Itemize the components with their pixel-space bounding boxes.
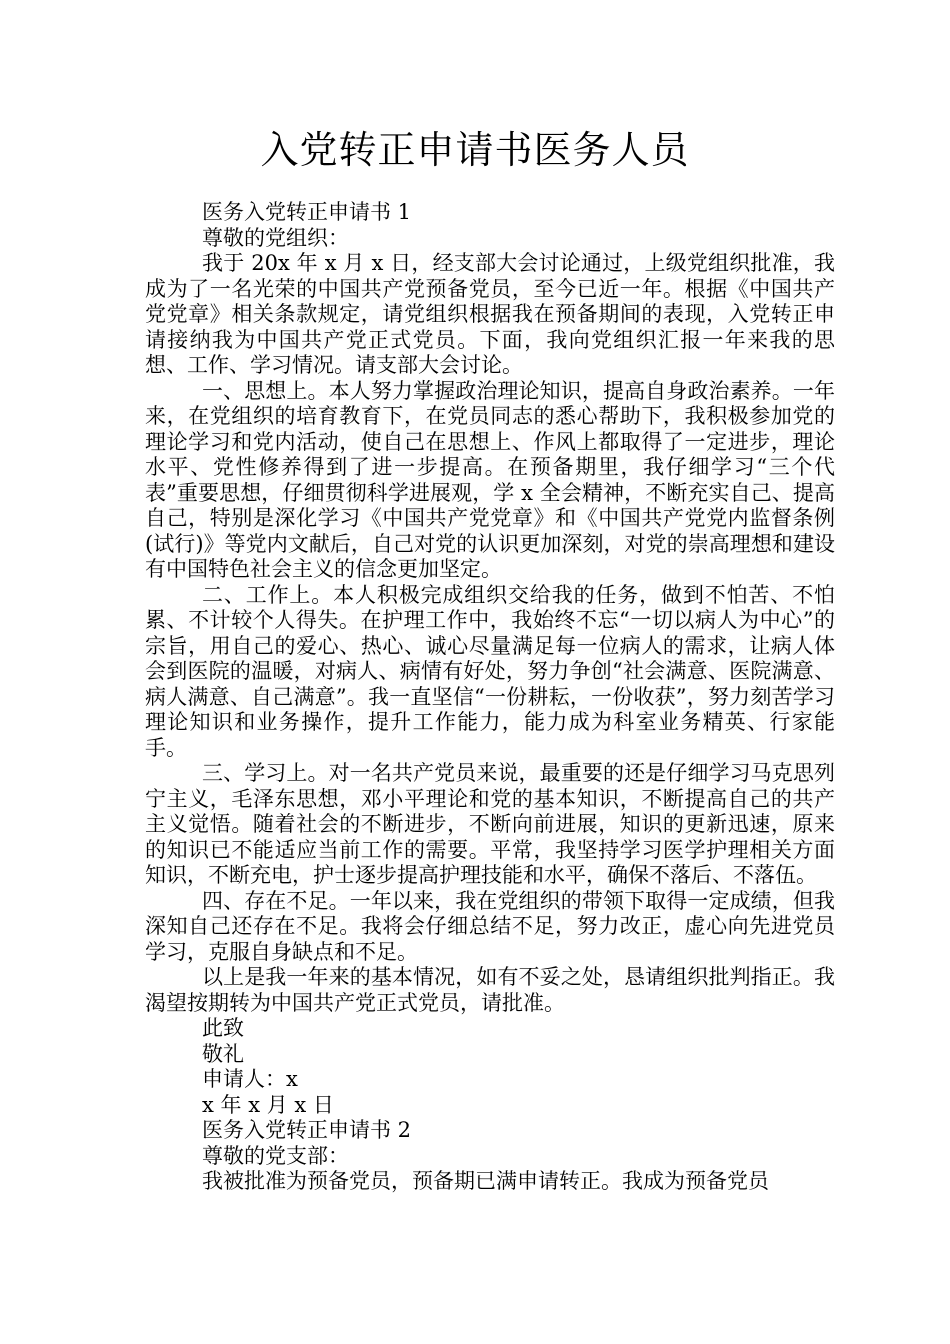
body-paragraph: 三、学习上。对一名共产党员来说，最重要的还是仔细学习马克思列宁主义，毛泽东思想，邓小平理论和党的基本知识，不断提高自己的共产主义觉悟。随着社会的不断进步，不断向前进展，知识的更新迅速，原来的知识已不能适应当前工作的需要。平常，我坚持学习医学护理相关方面知识，不断充电，护士逐步提高护理技能和水平，确保不落后、不落伍。 — [145, 761, 835, 887]
body-paragraph: 四、存在不足。一年以来，我在党组织的带领下取得一定成绩，但我深知自己还存在不足。我将会仔细总结不足，努力改正，虚心向先进党员学习，克服自身缺点和不足。 — [145, 888, 835, 964]
body-line: 医务入党转正申请书 1 — [202, 200, 412, 224]
body-paragraph: 我被批准为预备党员，预备期已满申请转正。我成为预备党员 — [202, 1169, 769, 1193]
body-line: 医务入党转正申请书 2 — [202, 1118, 412, 1142]
document-title: 入党转正申请书医务人员 — [260, 128, 690, 172]
body-paragraph: 二、工作上。本人积极完成组织交给我的任务，做到不怕苦、不怕累、不计较个人得失。在护理工作中，我始终不忘“一切以病人为中心”的宗旨，用自己的爱心、热心、诚心尽量满足每一位病人的需求，让病人体会到医院的温暖，对病人、病情有好处，努力争创“社会满意、医院满意、病人满意、自己满意”。我一直坚信“一份耕耘，一份收获”，努力刻苦学习理论知识和业务操作，提升工作能力，能力成为科室业务精英、行家能手。 — [145, 582, 835, 760]
body-paragraph: 以上是我一年来的基本情况，如有不妥之处，恳请组织批判指正。我渴望按期转为中国共产党正式党员，请批准。 — [145, 965, 835, 1015]
body-line: 尊敬的党组织： — [202, 225, 349, 250]
body-line: 此致 — [202, 1016, 244, 1040]
body-line: x 年 x 月 x 日 — [202, 1092, 334, 1117]
document-body — [145, 200, 835, 1195]
body-line: 敬礼 — [202, 1041, 244, 1066]
body-paragraph: 我于 20x 年 x 月 x 日，经支部大会讨论通过，上级党组织批准，我成为了一名光荣的中国共产党预备党员，至今已近一年。根据《中国共产党党章》相关条款规定，请党组织根据我在预备期间的表现，入党转正申请接纳我为中国共产党正式党员。下面，我向党组织汇报一年来我的思想、工作、学习情况。请支部大会讨论。 — [145, 251, 835, 377]
body-line: 尊敬的党支部： — [202, 1143, 349, 1168]
body-line: 申请人：x — [202, 1067, 298, 1091]
body-paragraph: 一、思想上。本人努力掌握政治理论知识，提高自身政治素养。一年来，在党组织的培育教育下，在党员同志的悉心帮助下，我积极参加党的理论学习和党内活动，使自己在思想上、作风上都取得了一定进步，理论水平、党性修养得到了进一步提高。在预备期里，我仔细学习“三个代表”重要思想，仔细贯彻科学进展观，学 x 全会精神，不断充实自己、提高自己，特别是深化学习《中国共产党党章》和《中国共产党党内监督条例(试行)》等党内文献后，自己对党的认识更加深刻，对党的崇高理想和建设有中国特色社会主义的信念更加坚定。 — [145, 378, 835, 581]
